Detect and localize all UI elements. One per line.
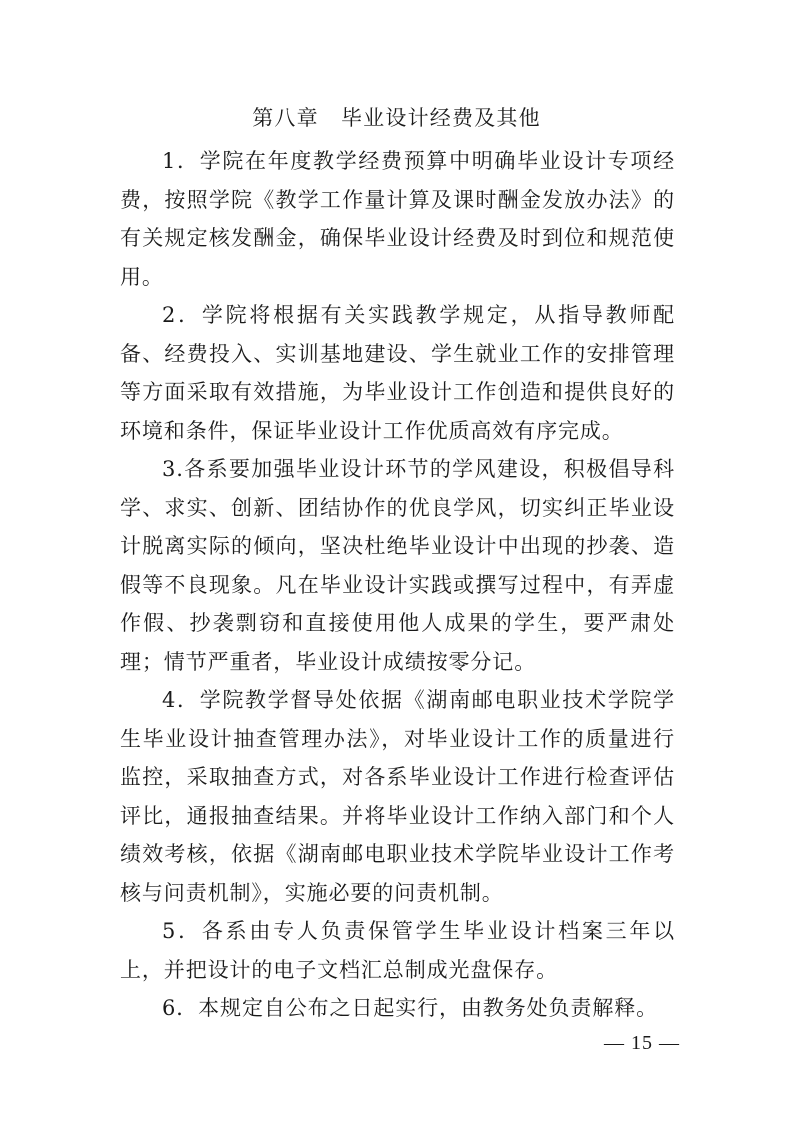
paragraph-1: 1．学院在年度教学经费预算中明确毕业设计专项经费，按照学院《教学工作量计算及课时酬金发放办法》的有关规定核发酬金，确保毕业设计经费及时到位和规范使用。 [120, 149, 675, 289]
paragraph-2: 2．学院将根据有关实践教学规定，从指导教师配备、经费投入、实训基地建设、学生就业工作的安排管理等方面采取有效措施，为毕业设计工作创造和提供良好的环境和条件，保证毕业设计工作优质高效有序完成。 [120, 303, 675, 443]
document-body [120, 142, 675, 1028]
chapter-title: 第八章 毕业设计经费及其他 [252, 106, 541, 130]
paragraph-4: 4．学院教学督导处依据《湖南邮电职业技术学院学生毕业设计抽查管理办法》，对毕业设计工作的质量进行监控，采取抽查方式，对各系毕业设计工作进行检查评估评比，通报抽查结果。并将毕业设计工作纳入部门和个人绩效考核，依据《湖南邮电职业技术学院毕业设计工作考核与问责机制》，实施必要的问责机制。 [120, 688, 675, 905]
page-number: — 15 — [604, 1032, 680, 1054]
paragraph-5: 5．各系由专人负责保管学生毕业设计档案三年以上，并把设计的电子文档汇总制成光盘保存。 [120, 919, 675, 982]
paragraph-3: 3.各系要加强毕业设计环节的学风建设，积极倡导科学、求实、创新、团结协作的优良学风，切实纠正毕业设计脱离实际的倾向，坚决杜绝毕业设计中出现的抄袭、造假等不良现象。凡在毕业设计实践或撰写过程中，有弄虚作假、抄袭剽窃和直接使用他人成果的学生，要严肃处理；情节严重者，毕业设计成绩按零分记。 [120, 457, 675, 674]
paragraph-6: 6．本规定自公布之日起实行，由教务处负责解释。 [162, 996, 659, 1020]
